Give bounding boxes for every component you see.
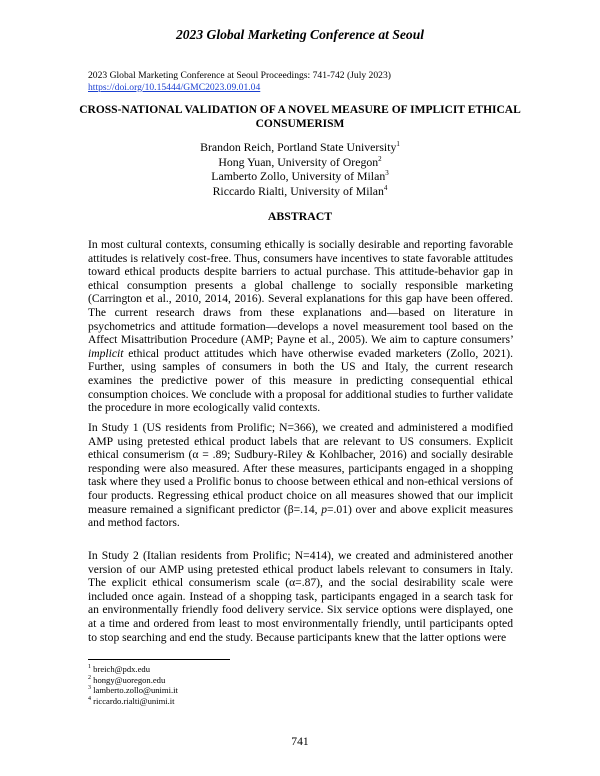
footnote-item: $^2$ hongy@uoregon.edu <box>88 674 166 685</box>
footnotes <box>88 664 178 706</box>
footnote-mark: 4 <box>383 183 388 192</box>
proceedings-citation: 2023 Global Marketing Conference at Seoul Proceedings: 741-742 (July 2023) <box>88 70 391 81</box>
abstract-paragraph-1: In most cultural contexts, consuming ethically is socially desirable and reporting favorable attitudes is relatively cost-free. Thus, consumers have incentives to state favorable attitudes toward ethical products despite barriers to actual purchase. This attitude-behavior gap in ethical consumption presents a global challenge to socially responsible marketing (Carrington et al., 2010, 2014, 2016). Several explanations for this gap have been offered. The current research draws from these explanations and—based on literature in psychometrics and attitude formation—develops a novel measurement tool based on the Affect Misattribution Procedure (AMP; Payne et al., 2005). We aim to capture consumers’ implicit ethical product attitudes which have otherwise evaded marketers (Zollo, 2021). Further, using samples of consumers in both the US and Italy, the current research examines the predictive power of this measure in predicting consequential ethical consumption choices. We conclude with a proposal for additional studies to further validate the procedure in more ecologically valid contexts. <box>88 238 513 415</box>
footnote-item: $^4$ riccardo.rialti@unimi.it <box>88 695 175 706</box>
footnote-item: $^3$ lamberto.zollo@unimi.it <box>88 685 178 696</box>
conference-header: 2023 Global Marketing Conference at Seoul <box>175 27 425 42</box>
emphasis-text: p <box>321 502 327 516</box>
author-email: riccardo.rialti@unimi.it <box>93 695 175 706</box>
footnote-mark: 2 <box>378 154 382 163</box>
footnote-divider <box>88 659 230 660</box>
abstract-paragraph-3: In Study 2 (Italian residents from Prolific; N=414), we created and administered another version of our AMP using pretested ethical product labels relevant to consumers in Italy. The explicit ethical consumerism scale (α=.87), and the social desirability scale were included once again. Instead of a shopping task, participants engaged in a search task for an environmentally friendly food delivery service. Six service options were displayed, one at a time and ordered from least to most environmentally friendly, until participants opted to stop searching and end the study. Because participants knew that the latter options were <box>88 549 513 644</box>
footnote-item: $^1$ breich@pdx.edu <box>88 664 150 674</box>
footnote-mark: 3 <box>385 169 389 178</box>
footnote-mark: 1 <box>396 140 400 149</box>
author-entry: Riccardo Rialti, University of Milan$^4$ <box>212 183 388 198</box>
page-number: 741 <box>291 735 309 748</box>
proceedings-info <box>88 70 391 93</box>
abstract-paragraph-2: In Study 1 (US residents from Prolific; N=366), we created and administered a modified AMP using pretested ethical product labels that are relevant to US consumers. Explicit ethical consumerism (α = .89; Sudbury-Riley & Kohlbacher, 2016) and socially desirable responding were also measured. After these measures, participants engaged in a shopping task where they used a Prolific bonus to choose between ethical and non-ethical versions of four products. Regressing ethical product choice on all measures showed that our implicit measure remained a significant predictor (β=.14, p=.01) over and above explicit measures and method factors. <box>88 421 513 530</box>
author-email: breich@pdx.edu <box>93 664 150 674</box>
author-entry: Brandon Reich, Portland State University$^1$ <box>200 140 400 154</box>
emphasis-text: implicit <box>88 346 124 360</box>
doi-link[interactable]: https://doi.org/10.15444/GMC2023.09.01.04 <box>88 81 261 93</box>
author-entry: Hong Yuan, University of Oregon$^2$ <box>218 154 382 169</box>
author-list <box>0 140 600 198</box>
author-email: hongy@uoregon.edu <box>93 674 166 685</box>
author-email: lamberto.zollo@unimi.it <box>93 685 178 696</box>
abstract-heading: ABSTRACT <box>267 209 333 223</box>
paper-title: CROSS-NATIONAL VALIDATION OF A NOVEL MEASURE OF IMPLICIT ETHICAL CONSUMERISM <box>79 104 521 130</box>
author-entry: Lamberto Zollo, University of Milan$^3$ <box>211 169 389 183</box>
